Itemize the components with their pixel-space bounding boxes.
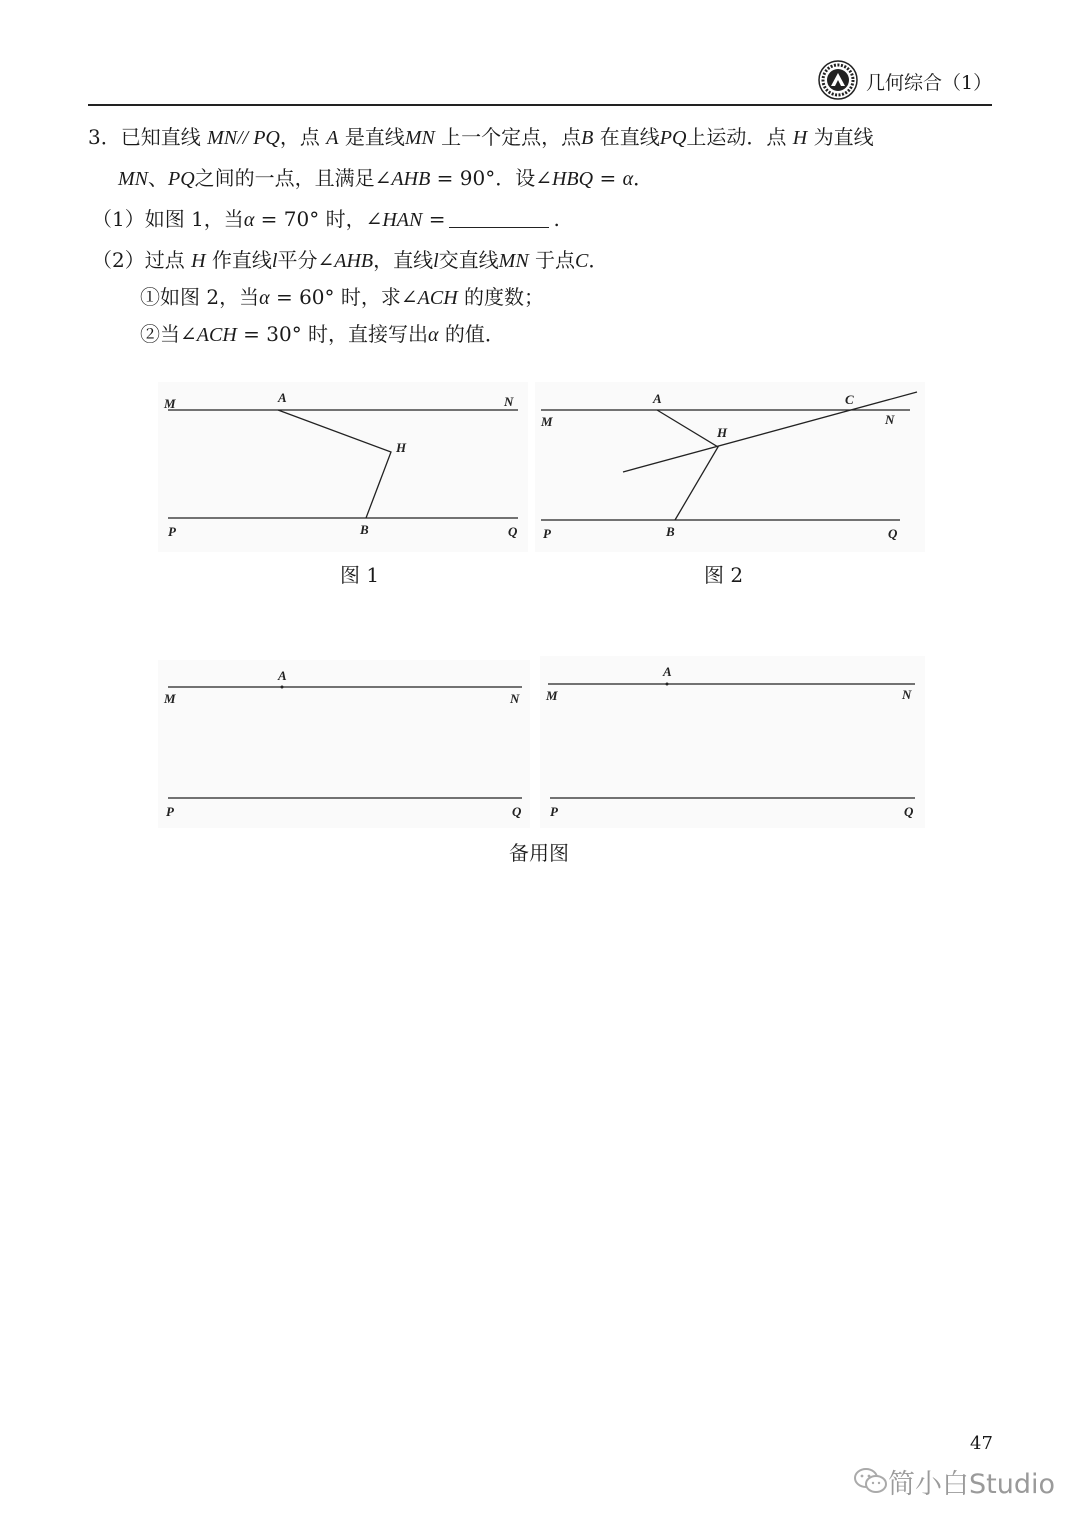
text: ．: [588, 248, 609, 272]
point-label-C: C: [845, 392, 854, 407]
math: ∠ACH: [400, 287, 458, 309]
math: MN: [498, 250, 529, 272]
point-label-B: B: [360, 522, 369, 537]
math: ∠AHB: [374, 168, 431, 190]
text: ，点: [279, 125, 320, 149]
text: = 60° 时，求: [269, 285, 401, 309]
math: α: [243, 209, 255, 231]
point-label-M: M: [164, 691, 176, 706]
point-label-A: A: [663, 664, 672, 679]
spare-figure-1: [158, 660, 530, 832]
answer-blank: [449, 209, 549, 228]
point-label-Q: Q: [904, 804, 914, 819]
text: （2）过点: [92, 248, 185, 272]
spare-figure-caption: 备用图: [509, 841, 569, 865]
problem-line-1: [88, 121, 874, 150]
figure-2-caption: 图 2: [704, 563, 744, 587]
point-label-B: B: [666, 524, 675, 539]
point-label-Q: Q: [888, 526, 898, 541]
figure-1: [158, 382, 528, 556]
problem-line-2: [118, 162, 653, 191]
point-label-P: P: [543, 526, 551, 541]
math: ∠HBQ: [535, 168, 594, 190]
text: 、: [148, 166, 168, 190]
text: 作直线: [211, 248, 272, 272]
point-label-H: H: [396, 440, 407, 455]
math: PQ: [168, 168, 195, 190]
math: α: [428, 324, 439, 346]
text: （1）如图 1，当: [92, 207, 244, 231]
math: B: [581, 127, 594, 149]
text: ．: [633, 166, 654, 190]
text: 之间的一点，且满足: [194, 166, 375, 190]
point-label-N: N: [510, 691, 520, 706]
point-label-P: P: [550, 804, 558, 819]
page-header: [88, 58, 992, 106]
math: H: [792, 127, 808, 149]
page-number: 47: [970, 1433, 993, 1454]
problem-number: 3．: [88, 125, 121, 149]
point-label-Q: Q: [512, 804, 522, 819]
text: ，直线: [373, 248, 434, 272]
math: H: [191, 250, 206, 272]
point-label-A: A: [653, 391, 662, 406]
wechat-icon: [853, 1467, 889, 1495]
part-2: [92, 244, 608, 273]
math: ∠HAN: [365, 209, 423, 231]
math: ∠AHB: [317, 250, 374, 272]
point-label-N: N: [902, 687, 912, 702]
math: MN: [207, 127, 238, 149]
point-label-M: M: [164, 396, 176, 411]
math: l: [433, 250, 439, 272]
point-label-P: P: [168, 524, 176, 539]
text: 上一个定点，点: [441, 125, 582, 149]
math: PQ: [659, 127, 687, 149]
text: 交直线: [438, 248, 499, 272]
school-logo-icon: [818, 60, 858, 100]
text: .: [553, 207, 560, 231]
math: MN: [118, 168, 148, 190]
math: A: [326, 127, 339, 149]
chapter-title: 几何综合（1）: [866, 72, 993, 94]
part-1: [92, 203, 560, 232]
figure-2: [535, 382, 925, 556]
point-label-M: M: [541, 414, 553, 429]
point-label-Q: Q: [508, 524, 518, 539]
text: = 30° 时，直接写出: [236, 322, 429, 346]
point-label-M: M: [546, 688, 558, 703]
math: α: [622, 168, 634, 190]
sub-question-1: [140, 281, 544, 310]
point-label-N: N: [504, 394, 514, 409]
text: 的度数；: [464, 285, 544, 309]
math: l: [271, 250, 278, 272]
text: ①如图 2，当: [140, 285, 260, 309]
text: 于点: [535, 248, 576, 272]
text: 上运动．点: [686, 125, 787, 149]
point-label-A: A: [278, 390, 287, 405]
math: α: [259, 287, 270, 309]
text: 已知直线: [120, 125, 201, 149]
math: ∠ACH: [180, 324, 237, 346]
math: MN: [404, 127, 435, 149]
text: ②当: [140, 322, 180, 346]
text: =: [593, 166, 623, 190]
text: 是直线: [344, 125, 405, 149]
point-label-H: H: [717, 425, 728, 440]
spare-figure-2: [540, 656, 925, 832]
text: = 70° 时，: [254, 207, 366, 231]
point-label-A: A: [278, 668, 287, 683]
math: // PQ: [237, 127, 280, 149]
text: 在直线: [599, 125, 660, 149]
point-label-N: N: [885, 412, 895, 427]
point-label-P: P: [166, 804, 174, 819]
math: C: [575, 250, 589, 272]
text: =: [422, 207, 446, 231]
text: 为直线: [813, 125, 874, 149]
text: = 90°．设: [430, 166, 536, 190]
sub-question-2: [140, 318, 505, 347]
figure-1-caption: 图 1: [340, 563, 380, 587]
watermark: 简小白Studio: [888, 1469, 1055, 1500]
text: 的值．: [444, 322, 505, 346]
text: 平分: [277, 248, 318, 272]
